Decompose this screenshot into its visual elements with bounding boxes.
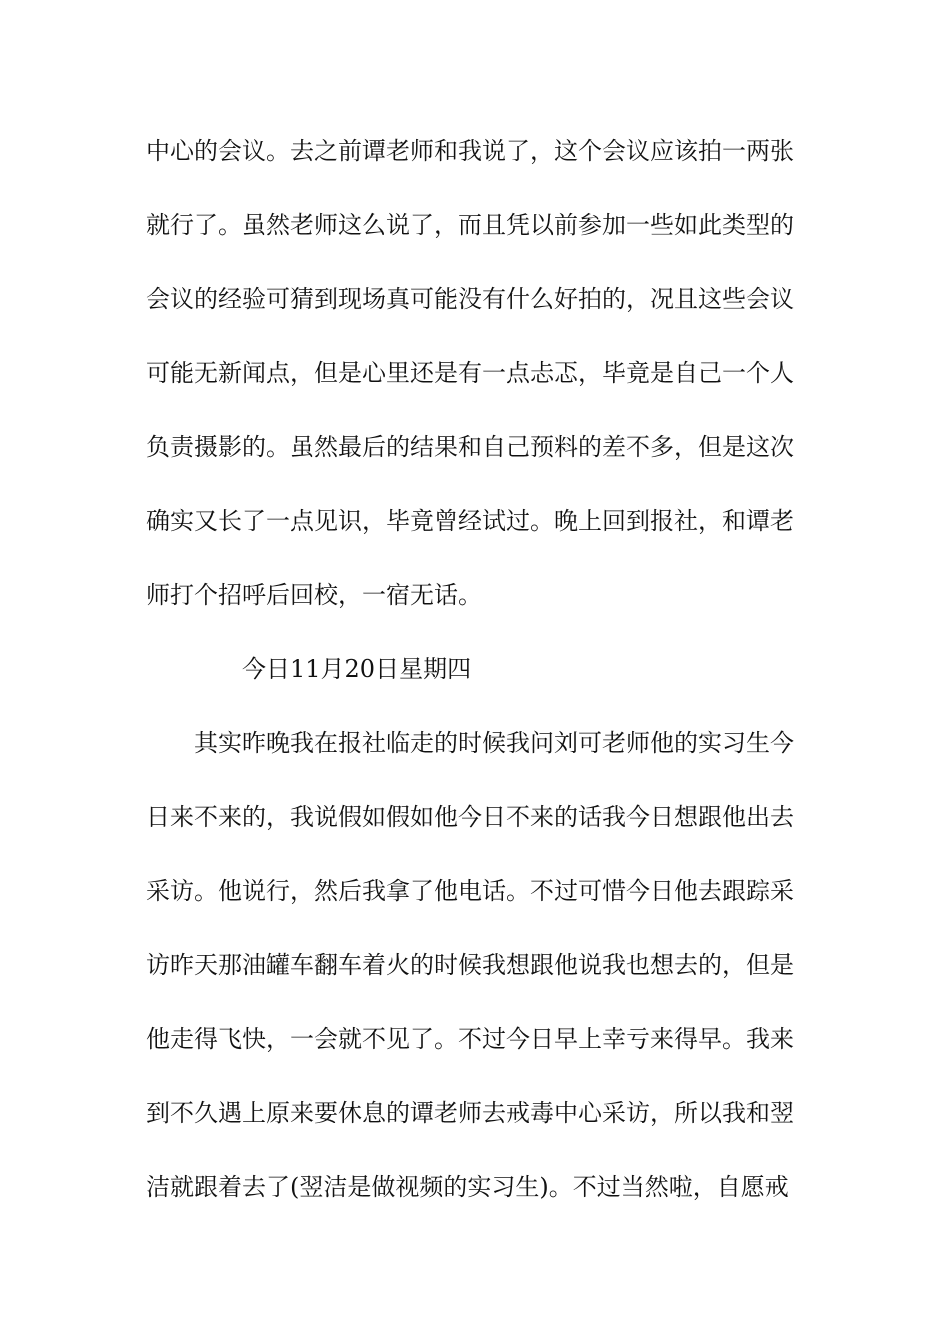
text-line: 采访。他说行，然后我拿了他电话。不过可惜今日他去跟踪采 <box>146 877 794 905</box>
text-line: 中心的会议。去之前谭老师和我说了，这个会议应该拍一两张 <box>146 137 794 165</box>
text-line: 到不久遇上原来要休息的谭老师去戒毒中心采访，所以我和翌 <box>146 1099 794 1127</box>
text-line: 日来不来的，我说假如假如他今日不来的话我今日想跟他出去 <box>146 803 794 831</box>
text-line: 负责摄影的。虽然最后的结果和自己预料的差不多，但是这次 <box>146 433 794 461</box>
text-line: 会议的经验可猜到现场真可能没有什么好拍的，况且这些会议 <box>146 285 794 313</box>
document-body <box>146 127 811 1237</box>
text-line: 他走得飞快，一会就不见了。不过今日早上幸亏来得早。我来 <box>146 1025 794 1053</box>
text-line: 其实昨晚我在报社临走的时候我问刘可老师他的实习生今 <box>194 729 794 757</box>
text-line: 访昨天那油罐车翻车着火的时候我想跟他说我也想去的，但是 <box>146 951 794 979</box>
text-line: 确实又长了一点见识，毕竟曾经试过。晚上回到报社，和谭老 <box>146 507 794 535</box>
text-line: 就行了。虽然老师这么说了，而且凭以前参加一些如此类型的 <box>146 211 794 239</box>
date-heading: 今日11月20日星期四 <box>242 655 472 683</box>
text-line: 师打个招呼后回校，一宿无话。 <box>146 581 482 609</box>
text-line: 洁就跟着去了(翌洁是做视频的实习生)。不过当然啦，自愿戒 <box>146 1173 789 1201</box>
text-line: 可能无新闻点，但是心里还是有一点忐忑，毕竟是自己一个人 <box>146 359 794 387</box>
